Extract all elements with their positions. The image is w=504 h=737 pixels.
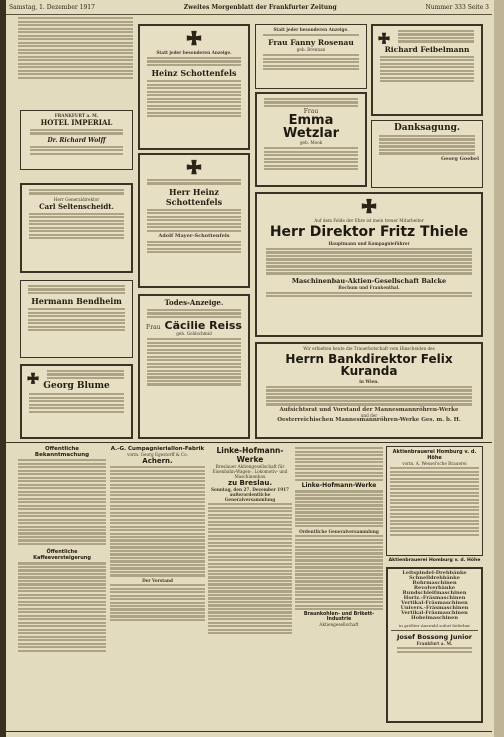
obituary-bendheim — [20, 280, 133, 358]
obituary-kuranda — [255, 342, 483, 439]
thiele-rank: Hauptmann und Kompagnieführer — [328, 241, 410, 246]
seller-city: Frankfurt a. M. — [416, 641, 453, 646]
wetzlar-sub: geb. Mook — [299, 140, 323, 146]
machines-footer: in größter Auswahl sofort lieferbar — [399, 623, 470, 628]
machine-item: Rundschleifmaschinen — [402, 590, 467, 596]
iron-cross-icon — [185, 30, 203, 48]
thiele-text — [266, 248, 472, 275]
obituary-reiss — [138, 294, 250, 439]
obit-text-2 — [380, 56, 474, 83]
seller-name: Josef Bossong Junior — [397, 633, 472, 641]
frau-label: Frau — [146, 324, 161, 332]
machine-item: Vertikal-Fräsmaschinen — [401, 610, 468, 616]
kuranda-intro: Wir erhielten heute die Trauerbotschaft vom Hinscheiden des — [303, 346, 435, 351]
feibelmann-name: Richard Feibelmann — [384, 44, 470, 54]
obit-text — [29, 189, 124, 195]
lower-column-4 — [295, 446, 383, 731]
page-edge — [494, 0, 504, 737]
kuranda-board: Aufsichtsrat und Vorstand der Mannesmannröhren-Werke — [279, 406, 459, 413]
rosenau-sub: geb. Brennan — [296, 47, 326, 53]
companie-heading: A.-G. Cumpagnieriallon-Fabrik — [110, 446, 205, 452]
doctor-name: Dr. Richard Wolff — [47, 136, 106, 144]
wetzlar-name: Emma Wetzlar — [282, 113, 340, 142]
obit-text-2 — [29, 213, 124, 240]
obit-text — [28, 285, 125, 294]
obit-text — [398, 30, 474, 43]
iron-cross-icon — [26, 372, 40, 386]
thiele-text-2 — [266, 292, 472, 298]
lower-column-2 — [110, 446, 205, 731]
goebel-name: Georg Goebel — [440, 155, 479, 162]
machine-item: Univers.-Fräsmaschinen — [400, 605, 469, 611]
bendheim-name: Hermann Bendheim — [31, 296, 122, 307]
obit-text-2 — [147, 80, 241, 117]
obit-text-2 — [147, 338, 241, 385]
obituary-thiele — [255, 192, 483, 337]
obit-text — [47, 370, 124, 379]
versammlung-label: außerordentliche Generalversammlung — [224, 492, 276, 502]
reiss-line — [143, 320, 245, 331]
hofmann2-heading: Linke-Hofmann-Werke — [301, 482, 377, 490]
schottenfels-name: Heinz Schottenfels — [151, 68, 237, 79]
section-divider — [6, 442, 492, 443]
kuranda-board3: Oesterreichischen Mannesmannröhren-Werke Ges. m. b. H. — [277, 416, 461, 423]
homburg2-heading: Aktienbrauerei Homburg v. d. Höhe — [388, 558, 481, 563]
header-date: Samstag, 1. Dezember 1917 — [9, 3, 95, 11]
schottenfels2-name: Herr Heinz Schottenfels — [165, 186, 223, 207]
companie-text — [110, 466, 205, 576]
hotel-text — [30, 129, 123, 135]
iron-cross-icon — [360, 198, 378, 216]
braunkohlen-sub: Aktiengesellschaft — [319, 621, 359, 627]
hofmann-text — [208, 503, 292, 634]
obit-text-2 — [263, 54, 359, 70]
machine-item: Schnelldrehbänke — [409, 575, 460, 581]
mayer-name: Adolf Mayer-Schottenfels — [158, 232, 230, 239]
danksagung-title: Danksagung. — [393, 123, 461, 133]
machine-item: Vertikal-Fräsmaschinen — [401, 600, 468, 606]
machine-item: Bohrmaschinen — [412, 580, 457, 586]
obituary-schottenfels-1 — [138, 24, 250, 150]
obit-text — [147, 179, 241, 185]
machine-item: Horiz.-Fräsmaschinen — [403, 595, 466, 601]
kuranda-name: Herrn Bankdirektor Felix Kuranda — [285, 352, 453, 378]
cafe-heading: Öffentliche Kaffeeversteigerung — [33, 549, 91, 562]
iron-cross-icon — [185, 159, 203, 177]
lower-column-1 — [18, 446, 106, 731]
lower-column-3 — [208, 446, 292, 731]
bottom-rule — [6, 731, 492, 732]
homburg-ad — [386, 446, 483, 556]
hofmann-sub: Breslauer Aktiengesellschaft für Eisenbahn-Wagen-, Lokomotiv- und Maschinenbau — [212, 464, 288, 479]
machine-item: Revolverbänke — [413, 585, 456, 591]
kuranda-board2: und der — [360, 412, 378, 418]
obituary-blume — [20, 364, 133, 439]
hotel-ad — [20, 110, 133, 170]
obituary-feibelmann — [371, 24, 483, 116]
kuranda-city: in Wien. — [359, 379, 379, 384]
thiele-place: Bochum und Frankenthal. — [338, 284, 400, 290]
reiss-name: Cäcilie Reiss — [164, 319, 242, 333]
vorstand-label: Der Vorstand — [142, 577, 173, 583]
doctor-text — [30, 146, 123, 155]
frau-label: Frau — [303, 108, 319, 116]
thiele-company: Maschinenbau-Aktien-Gesellschaft Balcke — [291, 276, 447, 285]
cafe-text — [18, 562, 106, 651]
machine-list — [391, 576, 478, 621]
header-title: Zweites Morgenblatt der Frankfurter Zeitung — [183, 3, 337, 11]
braunkohlen-heading: Braunkohlen- und Brikett-Industrie — [303, 611, 375, 622]
machine-item: Hobelmaschinen — [410, 615, 458, 621]
statt-title: Statt jeder besonderen Anzeige. — [273, 27, 349, 32]
obituary-seltenscheidt — [20, 183, 133, 273]
gensammlung-label: Ordentliche Generalversammlung — [299, 528, 379, 534]
vorstand-text — [110, 584, 205, 621]
machine-ad — [386, 567, 483, 723]
kuranda-text — [266, 386, 472, 406]
stat-title: Statt jeder besonderen Anzeige. — [156, 50, 232, 55]
mannesmann-label: vorm. A. Wessel'sche Brauerei — [402, 461, 467, 466]
obit-text-2 — [264, 147, 358, 170]
gen-name: Carl Seltenscheidt. — [39, 201, 114, 211]
blume-name: Georg Blume — [43, 381, 110, 392]
gensammlung-text — [295, 535, 383, 610]
hotel-city: FRANKFURT a. M. — [54, 113, 99, 118]
rule — [391, 630, 478, 631]
obituary-rosenau — [255, 24, 367, 89]
thiele-intro: Auf dem Felde der Ehre ist mein treuer Mitarbeiter — [314, 218, 424, 223]
companie-city: Achern. — [142, 457, 173, 465]
obit-text-3 — [147, 241, 241, 254]
iron-cross-icon — [377, 32, 391, 46]
danksagung-text — [379, 135, 475, 155]
obit-text-2 — [147, 209, 241, 232]
hofmann-city: zu Breslau. — [228, 479, 272, 487]
seller-text — [397, 647, 472, 653]
obit-text — [147, 309, 241, 318]
bekannt-text — [18, 459, 106, 545]
leipziger-title: Leitspindel-Drehbänke — [402, 570, 467, 576]
hofmann-date: Sonntag, den 27. Dezember 1917 — [211, 487, 289, 492]
hofmann2-text — [295, 490, 383, 527]
rosenau-name: Frau Fanny Rosenau — [268, 38, 354, 48]
bekannt-heading: Öffentliche Bekanntmachung — [34, 446, 90, 458]
text-block — [295, 447, 383, 481]
gen-title: Herr Generaldirektor — [53, 196, 100, 202]
header-page: Nummer 333 Seite 3 — [425, 3, 489, 11]
thiele-name: Herr Direktor Fritz Thiele — [269, 224, 469, 240]
obituary-schottenfels-2 — [138, 153, 250, 288]
homburg-heading: Aktienbrauerei Homburg v. d. Höhe — [392, 449, 477, 461]
reiss-sub: geb. Goldschmid — [176, 331, 212, 337]
obit-text-2 — [29, 393, 124, 413]
obit-text — [147, 57, 241, 66]
obit-text — [263, 34, 359, 36]
homburg-text — [390, 467, 479, 535]
danksagung — [371, 120, 483, 188]
hotel-name: HOTEL IMPERIAL — [40, 118, 113, 127]
obit-text-2 — [28, 308, 125, 331]
companie-sub: vorm. Georg Egestorff & Co. — [127, 452, 188, 457]
lower-column-5 — [386, 446, 483, 731]
page-header — [6, 0, 492, 15]
text-block — [18, 17, 133, 87]
obituary-wetzlar — [255, 92, 367, 187]
obit-text — [264, 98, 358, 107]
hofmann-heading: Linke-Hofmann-Werke — [216, 446, 284, 464]
todes-title: Todes-Anzeige. — [164, 298, 224, 307]
